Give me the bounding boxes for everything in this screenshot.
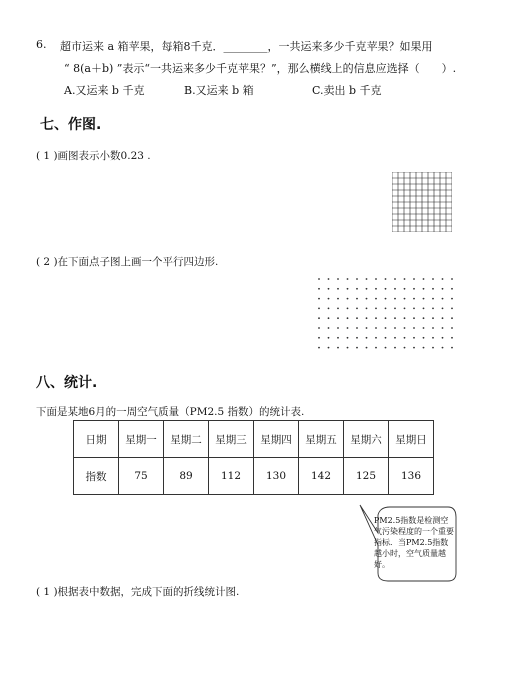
table-header-label: 日期 bbox=[74, 421, 119, 458]
table-day: 星期一 bbox=[119, 421, 164, 458]
table-value: 75 bbox=[119, 458, 164, 495]
option-a: A.又运来 b 千克 bbox=[64, 84, 145, 97]
section-8-intro: 下面是某地6月的一周空气质量（PM2.5 指数）的统计表. bbox=[36, 406, 305, 418]
hundred-square-grid bbox=[392, 172, 452, 232]
table-value: 112 bbox=[209, 458, 254, 495]
section-7-part-2: ( 2 )在下面点子图上画一个平行四边形. bbox=[36, 256, 219, 268]
table-day: 星期四 bbox=[254, 421, 299, 458]
callout-text: PM2.5指数是检测空气污染程度的一个重要指标．当PM2.5指数越小时，空气质量越好。 bbox=[374, 516, 454, 569]
table-row-label: 指数 bbox=[74, 458, 119, 495]
question-6-line-2: “ 8(a＋b) ”表示“一共运来多少千克苹果？”，那么横线上的信息应选择（ ）. bbox=[64, 62, 457, 75]
table-value: 142 bbox=[299, 458, 344, 495]
section-8-part-1: ( 1 )根据表中数据，完成下面的折线统计图. bbox=[36, 586, 240, 598]
question-6-number: 6. bbox=[36, 38, 47, 51]
section-7-title: 七、作图. bbox=[40, 117, 102, 133]
option-b: B.又运来 b 箱 bbox=[184, 84, 254, 97]
table-day: 星期三 bbox=[209, 421, 254, 458]
table-value: 89 bbox=[164, 458, 209, 495]
section-7-part-1: ( 1 )画图表示小数0.23 . bbox=[36, 150, 151, 162]
question-6-line-1: 超市运来 a 箱苹果，每箱8千克．________，一共运来多少千克苹果？如果用 bbox=[60, 40, 433, 53]
table-header-row bbox=[74, 421, 434, 458]
table-value-row bbox=[74, 458, 434, 495]
table-value: 125 bbox=[344, 458, 389, 495]
air-quality-table bbox=[73, 420, 434, 495]
table-day: 星期日 bbox=[389, 421, 434, 458]
table-value: 136 bbox=[389, 458, 434, 495]
section-8-title: 八、统计. bbox=[36, 375, 98, 391]
table-value: 130 bbox=[254, 458, 299, 495]
table-day: 星期六 bbox=[344, 421, 389, 458]
table-day: 星期五 bbox=[299, 421, 344, 458]
table-day: 星期二 bbox=[164, 421, 209, 458]
dot-paper bbox=[316, 276, 456, 350]
option-c: C.卖出 b 千克 bbox=[312, 84, 382, 97]
